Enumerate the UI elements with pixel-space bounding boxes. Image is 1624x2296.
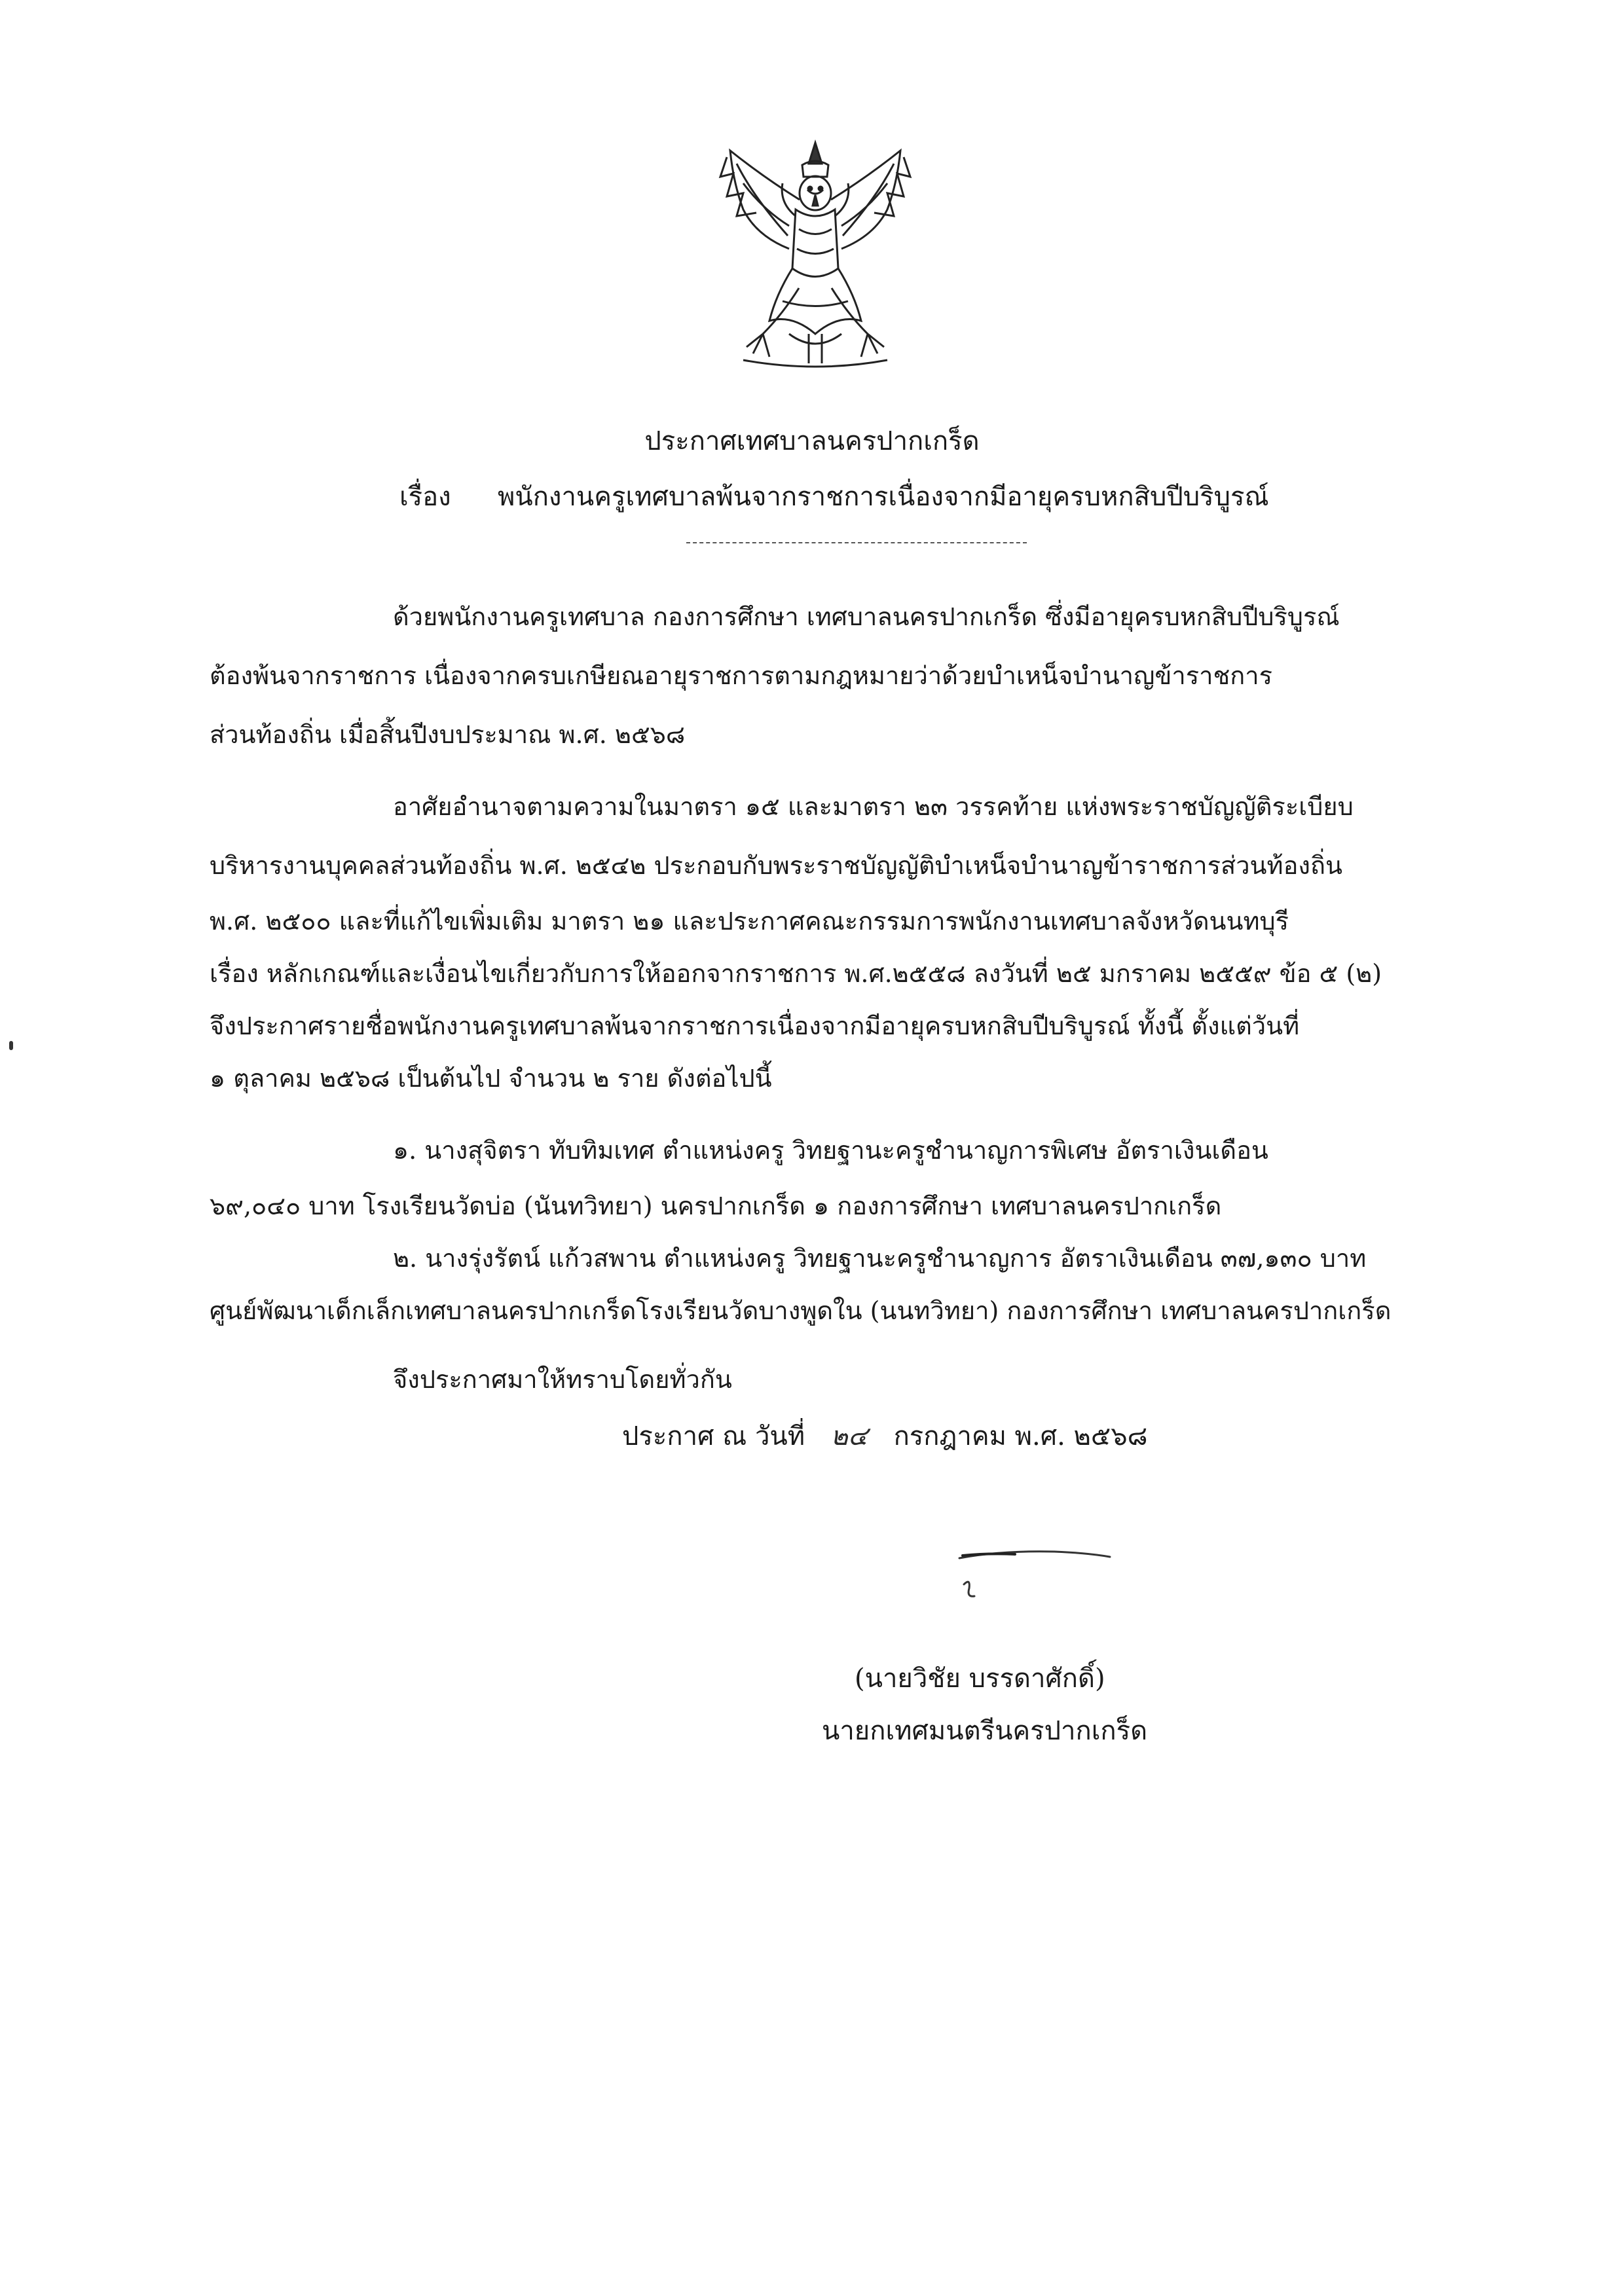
document-title: ประกาศเทศบาลนครปากเกร็ด [644,426,980,456]
announcement-date [622,1421,1147,1452]
title-divider [686,542,1027,543]
subject-label: เรื่อง [399,482,451,512]
list-item-2-line1: ๒. นางรุ่งรัตน์ แก้วสพาน ตำแหน่งครู วิทยฐานะครูชำนาญการ อัตราเงินเดือน ๓๗,๑๓๐ บาท [393,1244,1367,1273]
list-item-2-line2: ศูนย์พัฒนาเด็กเล็กเทศบาลนครปากเกร็ดโรงเรียนวัดบางพูดใน (นนทวิทยา) กองการศึกษา เทศบาลนครปากเกร็ด [210,1296,1392,1325]
paragraph2-line5: จึงประกาศรายชื่อพนักงานครูเทศบาลพ้นจากราชการเนื่องจากมีอายุครบหกสิบปีบริบูรณ์ ทั้งนี้ ตั้งแต่วันที่ [210,1011,1300,1040]
date-day: ๒๔ [830,1421,868,1451]
paragraph2-line3: พ.ศ. ๒๕๐๐ และที่แก้ไขเพิ่มเติม มาตรา ๒๑ และประกาศคณะกรรมการพนักงานเทศบาลจังหวัดนนทบุรี [210,907,1289,936]
signer-name: (นายวิชัย บรรดาศักดิ์) [855,1664,1105,1694]
paragraph2-line4: เรื่อง หลักเกณฑ์และเงื่อนไขเกี่ยวกับการให้ออกจากราชการ พ.ศ.๒๕๕๘ ลงวันที่ ๒๕ มกราคม ๒๕๕๙ ข้อ ๕ (๒) [210,959,1382,988]
list-item-1-line1: ๑. นางสุจิตรา ทับทิมเทศ ตำแหน่งครู วิทยฐานะครูชำนาญการพิเศษ อัตราเงินเดือน [393,1136,1268,1165]
paragraph2-line1: อาศัยอำนาจตามความในมาตรา ๑๕ และมาตรา ๒๓ วรรคท้าย แห่งพระราชบัญญัติระเบียบ [393,792,1354,821]
signature-icon [950,1539,1120,1617]
closing-statement: จึงประกาศมาให้ทราบโดยทั่วกัน [393,1365,732,1394]
paragraph1-line1: ด้วยพนักงานครูเทศบาล กองการศึกษา เทศบาลนครปากเกร็ด ซึ่งมีอายุครบหกสิบปีบริบูรณ์ [393,602,1340,631]
paragraph1-line3: ส่วนท้องถิ่น เมื่อสิ้นปีงบประมาณ พ.ศ. ๒๕๖๘ [210,720,686,749]
paragraph1-line2: ต้องพ้นจากราชการ เนื่องจากครบเกษียณอายุราชการตามกฎหมายว่าด้วยบำเหน็จบำนาญข้าราชการ [210,661,1272,690]
paragraph2-line2: บริหารงานบุคคลส่วนท้องถิ่น พ.ศ. ๒๕๔๒ ประกอบกับพระราชบัญญัติบำเหน็จบำนาญข้าราชการส่วนท้องถิ่น [210,851,1342,880]
date-prefix: ประกาศ ณ วันที่ [622,1421,805,1451]
list-item-1-line2: ๖๙,๐๔๐ บาท โรงเรียนวัดบ่อ (นันทวิทยา) นครปากเกร็ด ๑ กองการศึกษา เทศบาลนครปากเกร็ด [210,1192,1222,1220]
subject-text: พนักงานครูเทศบาลพ้นจากราชการเนื่องจากมีอายุครบหกสิบปีบริบูรณ์ [498,482,1269,512]
scan-margin-mark [9,1041,13,1050]
paragraph2-line6: ๑ ตุลาคม ๒๕๖๘ เป็นต้นไป จำนวน ๒ ราย ดังต่อไปนี้ [210,1064,772,1093]
garuda-emblem-icon [717,137,913,380]
signer-position: นายกเทศมนตรีนครปากเกร็ด [822,1716,1148,1746]
date-month-year: กรกฎาคม พ.ศ. ๒๕๖๘ [893,1421,1148,1451]
